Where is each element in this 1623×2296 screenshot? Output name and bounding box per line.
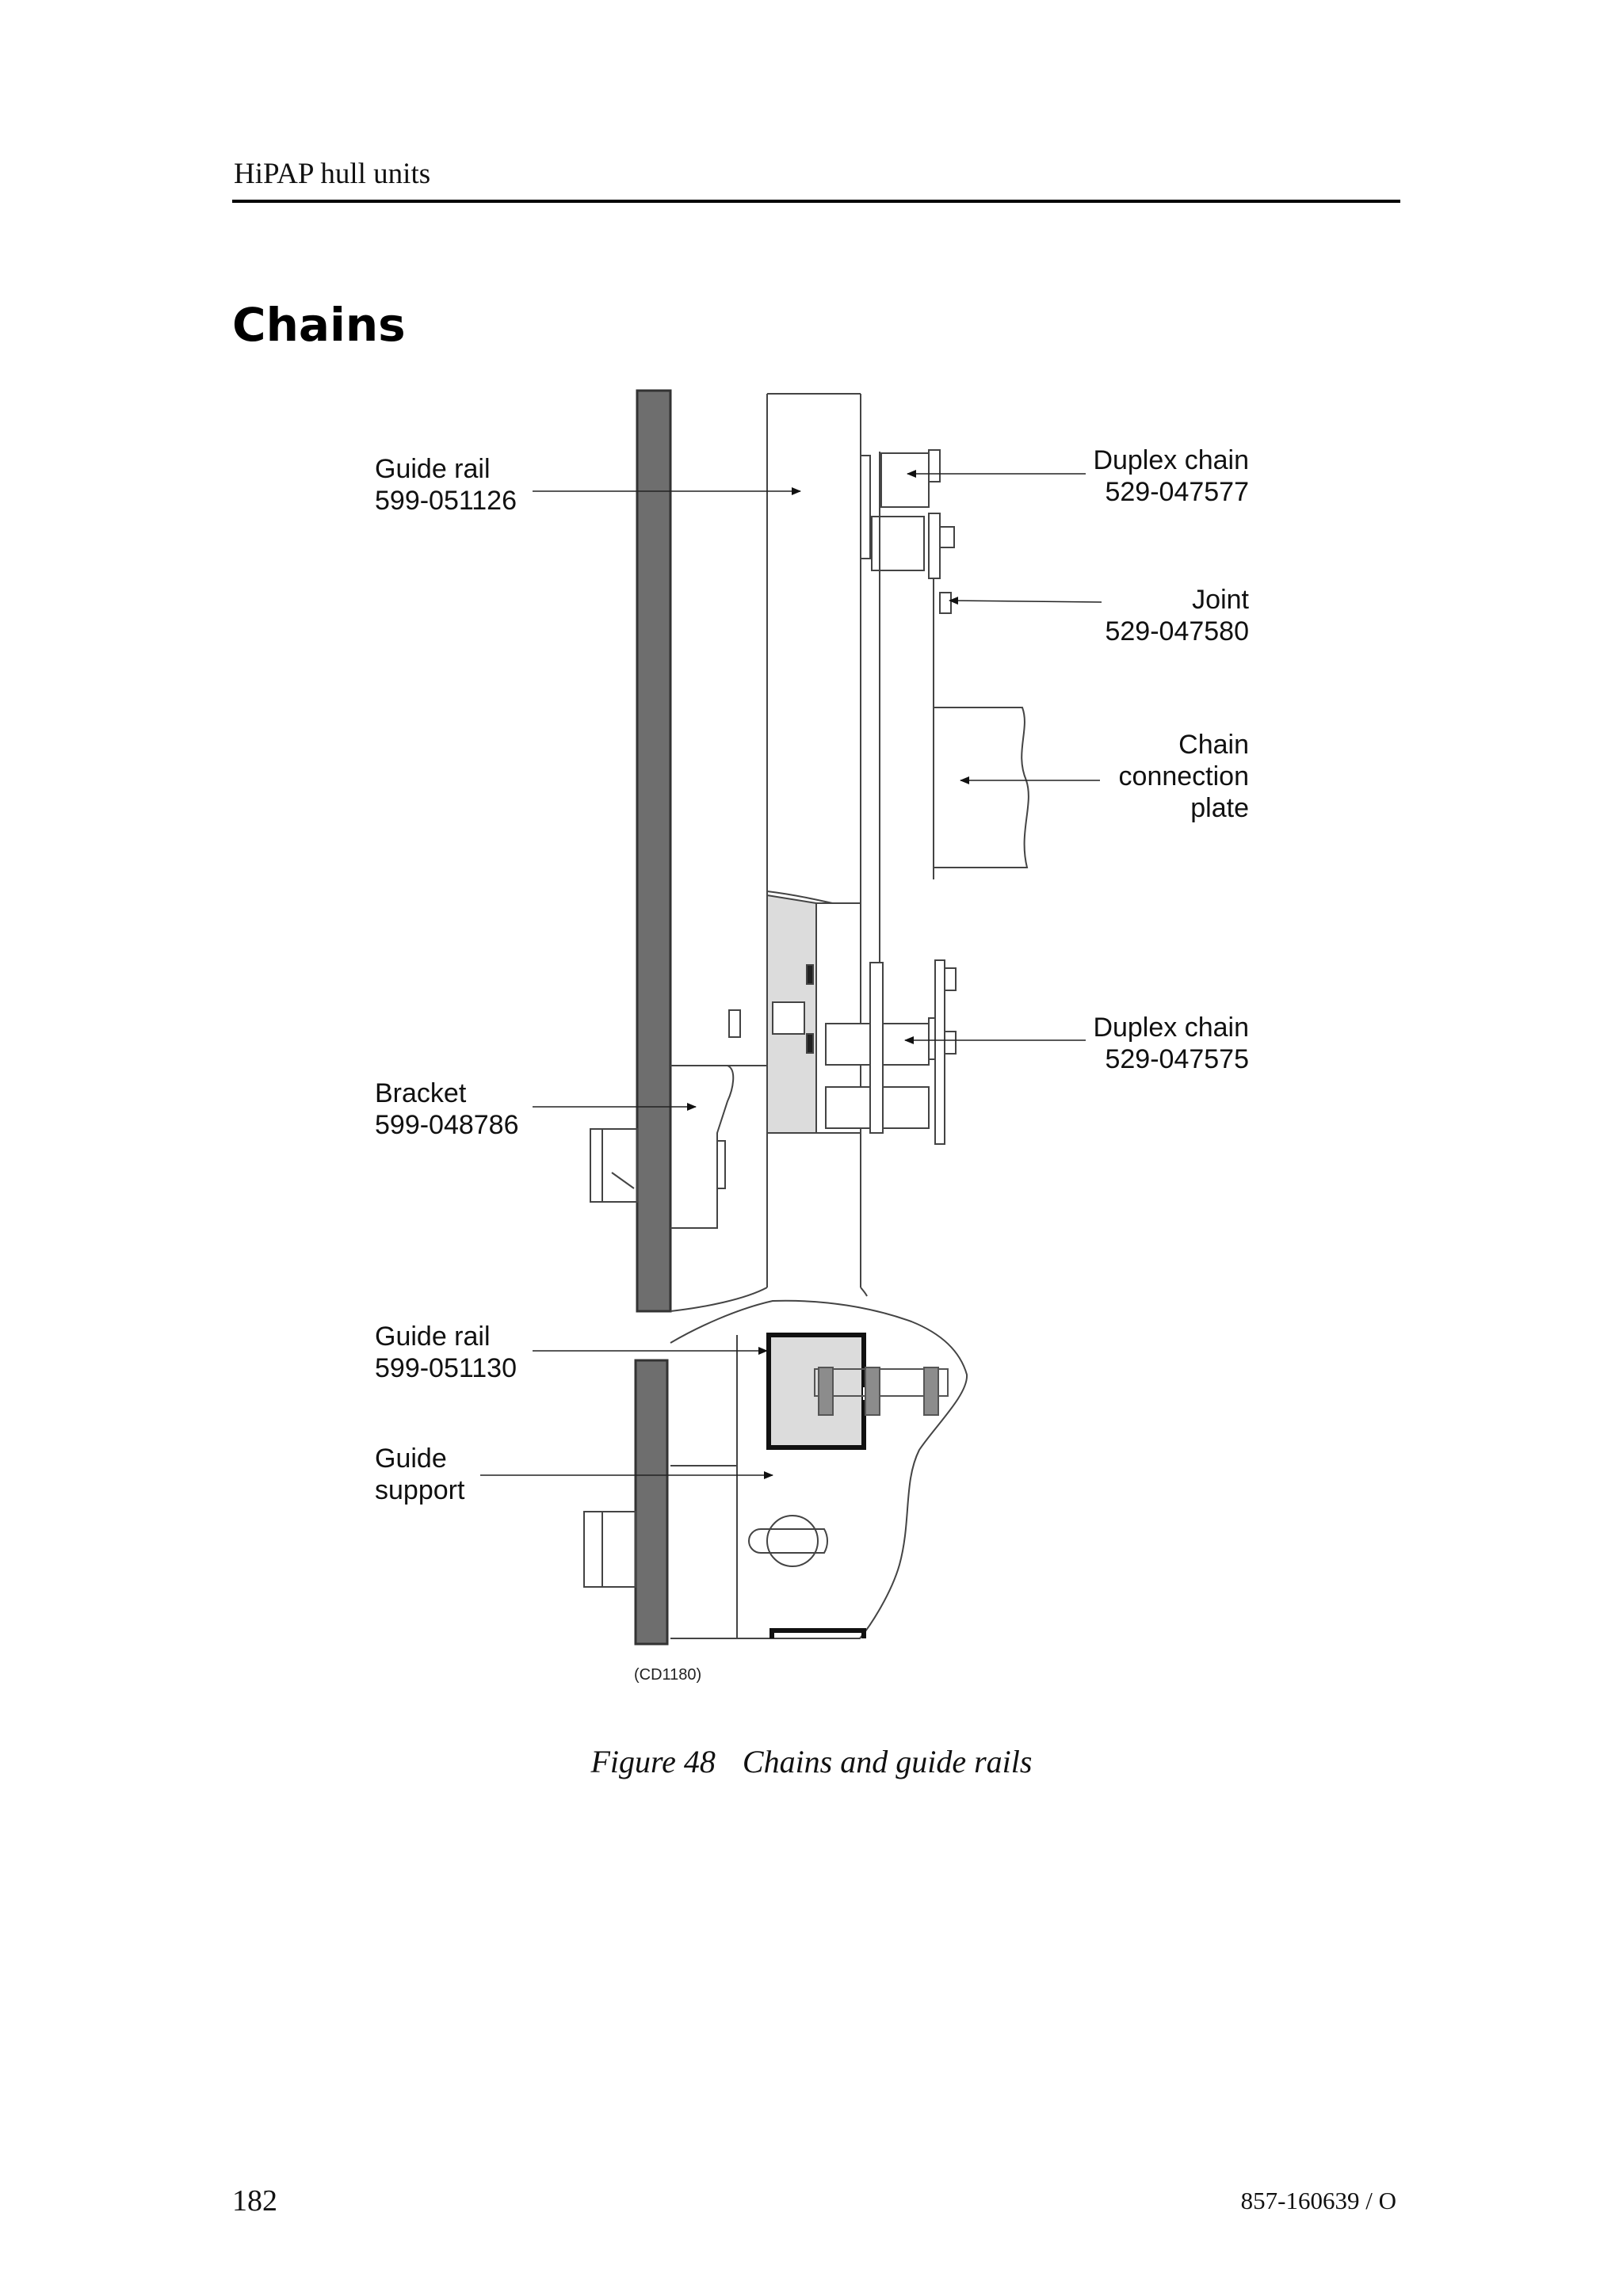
page-number: 182 — [232, 2184, 277, 2218]
figure-caption-number: Figure 48 — [590, 1744, 716, 1779]
label-guide-support-line2: support — [375, 1475, 465, 1505]
chain-connection-plate-shape — [934, 707, 1029, 868]
bracket-shape — [590, 1010, 767, 1228]
label-guide-rail-top-line1: Guide rail — [375, 454, 491, 484]
label-chain-plate-line1: Chain — [1178, 730, 1249, 760]
label-bracket-line2: 599-048786 — [375, 1110, 519, 1140]
cutaway-lower-chain — [767, 895, 956, 1144]
label-duplex-chain-top-line2: 529-047577 — [1105, 477, 1249, 507]
drawing-code: (CD1180) — [634, 1666, 702, 1684]
upper-chain-strip — [861, 450, 954, 963]
main-column — [767, 394, 861, 1287]
label-bracket-line1: Bracket — [375, 1078, 467, 1108]
label-duplex-chain-top-line1: Duplex chain — [1093, 445, 1249, 475]
label-guide-rail-bottom-line1: Guide rail — [375, 1322, 491, 1352]
label-guide-rail-top-line2: 599-051126 — [375, 486, 517, 516]
label-guide-support-line1: Guide — [375, 1444, 447, 1474]
guide-rail-lower-shape — [636, 1360, 667, 1644]
document-id: 857-160639 / O — [1240, 2187, 1396, 2214]
guide-rail-profile — [769, 1335, 948, 1447]
label-chain-plate-line2: connection — [1118, 761, 1249, 791]
figure-caption-text: Chains and guide rails — [742, 1744, 1033, 1779]
label-joint-line2: 529-047580 — [1105, 616, 1249, 646]
guide-rail-upper-shape — [637, 391, 670, 1311]
label-duplex-chain-bottom-line2: 529-047575 — [1105, 1044, 1249, 1074]
upper-drawing-bottom — [670, 1287, 867, 1311]
label-chain-plate-line3: plate — [1190, 793, 1249, 823]
figure-caption — [0, 1743, 1623, 1780]
running-header: HiPAP hull units — [234, 158, 431, 190]
label-guide-rail-bottom-line2: 599-051130 — [375, 1353, 517, 1383]
label-duplex-chain-bottom-line1: Duplex chain — [1093, 1013, 1249, 1043]
section-title: Chains — [232, 298, 406, 352]
label-joint-line1: Joint — [1192, 585, 1249, 615]
